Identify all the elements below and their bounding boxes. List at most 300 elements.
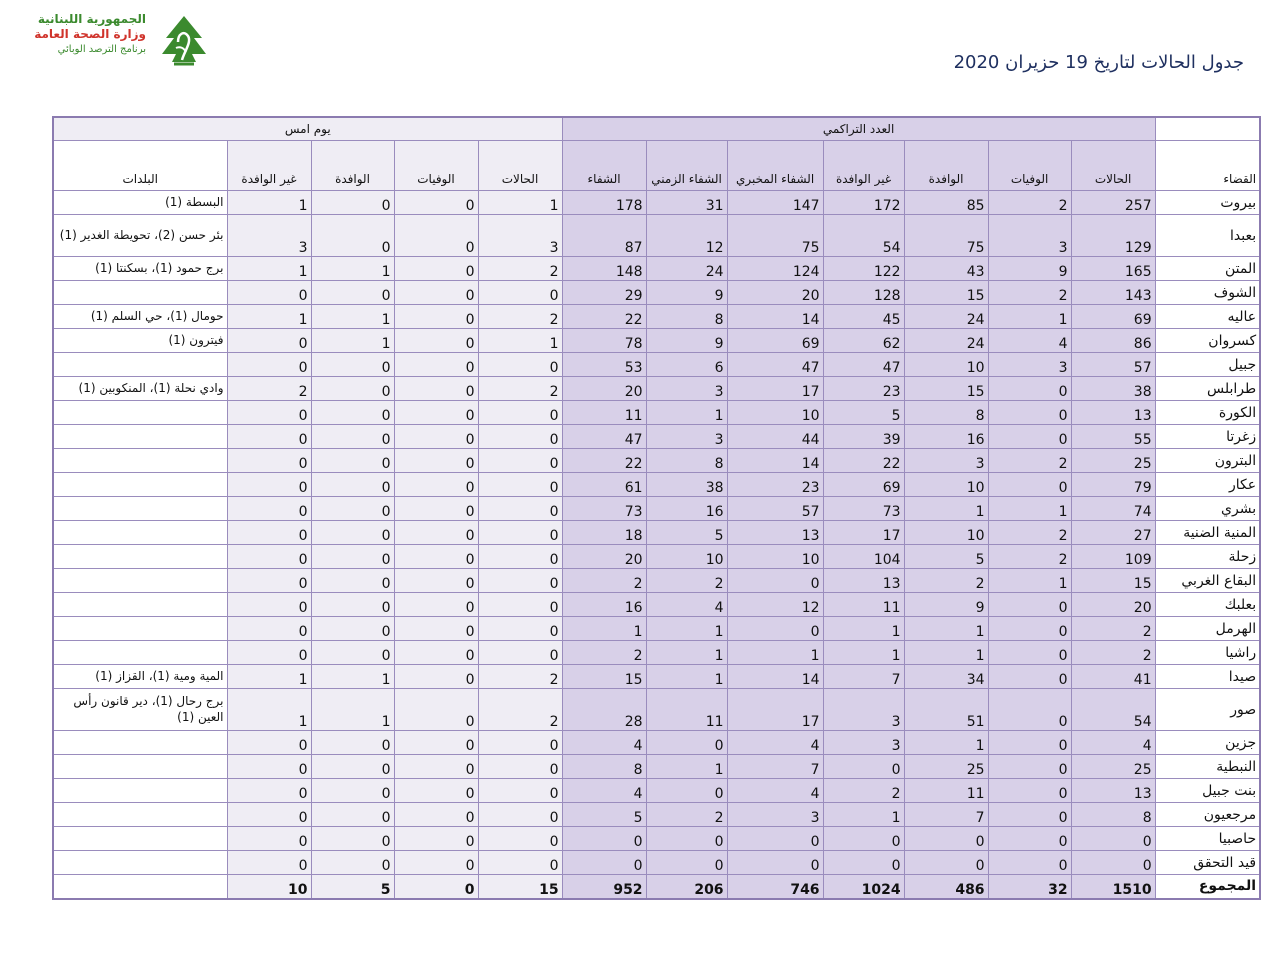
cell-district: كسروان <box>1155 329 1260 353</box>
cell-recovered: 29 <box>562 281 646 305</box>
cell-y-imported: 0 <box>311 569 394 593</box>
cell-local: 62 <box>823 329 904 353</box>
table-row <box>53 257 1260 281</box>
cell-time: 2 <box>646 569 727 593</box>
cell-y-local: 1 <box>227 191 311 215</box>
col-header-yday-cases: الحالات <box>478 141 562 191</box>
cell-y-deaths: 0 <box>394 305 478 329</box>
cell-district: الشوف <box>1155 281 1260 305</box>
table-row <box>53 305 1260 329</box>
cell-recovered: 53 <box>562 353 646 377</box>
cell-local: 17 <box>823 521 904 545</box>
table-row <box>53 689 1260 731</box>
cell-towns <box>53 875 227 899</box>
cell-y-local: 0 <box>227 425 311 449</box>
cell-y-local: 1 <box>227 305 311 329</box>
cell-towns <box>53 473 227 497</box>
cell-y-cases: 1 <box>478 329 562 353</box>
cell-y-imported: 0 <box>311 401 394 425</box>
cell-lab: 147 <box>727 191 823 215</box>
cell-lab: 0 <box>727 827 823 851</box>
cell-time: 8 <box>646 449 727 473</box>
table-row <box>53 377 1260 401</box>
cell-y-deaths: 0 <box>394 755 478 779</box>
cell-y-deaths: 0 <box>394 377 478 401</box>
cell-y-deaths: 0 <box>394 545 478 569</box>
cell-imported: 3 <box>904 449 988 473</box>
cell-y-imported: 0 <box>311 353 394 377</box>
cell-y-imported: 0 <box>311 617 394 641</box>
cell-recovered: 8 <box>562 755 646 779</box>
cell-recovered: 4 <box>562 731 646 755</box>
cell-imported: 0 <box>904 827 988 851</box>
cell-y-deaths: 0 <box>394 521 478 545</box>
cell-cases: 20 <box>1071 593 1155 617</box>
cell-recovered: 5 <box>562 803 646 827</box>
cell-cases: 57 <box>1071 353 1155 377</box>
cell-lab: 17 <box>727 689 823 731</box>
cell-deaths: 0 <box>988 377 1071 401</box>
cell-y-deaths: 0 <box>394 215 478 257</box>
cell-recovered: 952 <box>562 875 646 899</box>
cell-y-imported: 1 <box>311 689 394 731</box>
cell-lab: 1 <box>727 641 823 665</box>
cell-imported: 486 <box>904 875 988 899</box>
group-header-empty <box>1155 117 1260 141</box>
cell-imported: 25 <box>904 755 988 779</box>
cell-towns: المية ومية (1)، القزاز (1) <box>53 665 227 689</box>
table-row <box>53 641 1260 665</box>
cell-local: 3 <box>823 689 904 731</box>
col-header-imported: الوافدة <box>904 141 988 191</box>
cell-lab: 20 <box>727 281 823 305</box>
cell-towns <box>53 755 227 779</box>
cell-y-cases: 0 <box>478 569 562 593</box>
cell-towns <box>53 401 227 425</box>
cell-towns: وادي نحلة (1)، المنكوبين (1) <box>53 377 227 401</box>
cell-towns <box>53 803 227 827</box>
cell-y-cases: 0 <box>478 473 562 497</box>
cell-y-cases: 2 <box>478 377 562 401</box>
cell-deaths: 0 <box>988 755 1071 779</box>
cell-lab: 44 <box>727 425 823 449</box>
cell-cases: 8 <box>1071 803 1155 827</box>
cell-y-imported: 0 <box>311 449 394 473</box>
cell-time: 16 <box>646 497 727 521</box>
cell-time: 0 <box>646 827 727 851</box>
cell-lab: 4 <box>727 779 823 803</box>
group-header-yesterday: يوم امس <box>53 117 562 141</box>
cell-recovered: 2 <box>562 641 646 665</box>
cell-lab: 17 <box>727 377 823 401</box>
cell-cases: 25 <box>1071 449 1155 473</box>
cell-cases: 2 <box>1071 617 1155 641</box>
cell-imported: 24 <box>904 305 988 329</box>
cell-district: زحلة <box>1155 545 1260 569</box>
cell-recovered: 4 <box>562 779 646 803</box>
cell-y-imported: 1 <box>311 665 394 689</box>
cell-deaths: 0 <box>988 641 1071 665</box>
cell-y-local: 0 <box>227 593 311 617</box>
col-header-yday-local: غير الوافدة <box>227 141 311 191</box>
cell-towns <box>53 641 227 665</box>
cell-district: المتن <box>1155 257 1260 281</box>
cell-district: صيدا <box>1155 665 1260 689</box>
cell-local: 47 <box>823 353 904 377</box>
cell-y-local: 0 <box>227 755 311 779</box>
cell-time: 2 <box>646 803 727 827</box>
cell-y-deaths: 0 <box>394 617 478 641</box>
cell-time: 3 <box>646 377 727 401</box>
cell-y-imported: 0 <box>311 803 394 827</box>
table-row <box>53 803 1260 827</box>
cell-deaths: 0 <box>988 401 1071 425</box>
cell-imported: 1 <box>904 617 988 641</box>
cell-y-deaths: 0 <box>394 851 478 875</box>
cases-table <box>52 116 1261 900</box>
col-header-recovered: الشفاء <box>562 141 646 191</box>
table-total-row <box>53 875 1260 899</box>
table-row <box>53 851 1260 875</box>
cell-recovered: 87 <box>562 215 646 257</box>
cell-deaths: 0 <box>988 803 1071 827</box>
cell-towns <box>53 281 227 305</box>
cell-y-imported: 1 <box>311 329 394 353</box>
cell-y-cases: 15 <box>478 875 562 899</box>
cell-time: 3 <box>646 425 727 449</box>
cell-y-cases: 0 <box>478 851 562 875</box>
cell-recovered: 11 <box>562 401 646 425</box>
cell-y-local: 0 <box>227 545 311 569</box>
cell-local: 172 <box>823 191 904 215</box>
cell-y-imported: 0 <box>311 215 394 257</box>
cell-y-local: 0 <box>227 731 311 755</box>
cell-imported: 7 <box>904 803 988 827</box>
cell-y-cases: 2 <box>478 689 562 731</box>
cell-cases: 41 <box>1071 665 1155 689</box>
cell-recovered: 20 <box>562 377 646 401</box>
cell-deaths: 4 <box>988 329 1071 353</box>
cell-district: المنية الضنية <box>1155 521 1260 545</box>
cell-cases: 4 <box>1071 731 1155 755</box>
cell-time: 0 <box>646 851 727 875</box>
cell-recovered: 22 <box>562 305 646 329</box>
cell-cases: 165 <box>1071 257 1155 281</box>
cell-time: 31 <box>646 191 727 215</box>
cell-cases: 0 <box>1071 851 1155 875</box>
table-row <box>53 353 1260 377</box>
cell-time: 11 <box>646 689 727 731</box>
logo-republic-name: الجمهورية اللبنانية <box>37 12 146 26</box>
cell-district: حاصبيا <box>1155 827 1260 851</box>
cell-recovered: 28 <box>562 689 646 731</box>
col-header-deaths: الوفيات <box>988 141 1071 191</box>
cell-y-local: 10 <box>227 875 311 899</box>
cell-y-deaths: 0 <box>394 827 478 851</box>
cell-local: 122 <box>823 257 904 281</box>
cell-y-imported: 0 <box>311 731 394 755</box>
cell-time: 1 <box>646 755 727 779</box>
cell-local: 3 <box>823 731 904 755</box>
cell-imported: 16 <box>904 425 988 449</box>
cell-lab: 13 <box>727 521 823 545</box>
cell-time: 0 <box>646 779 727 803</box>
cell-y-local: 0 <box>227 353 311 377</box>
cell-y-deaths: 0 <box>394 191 478 215</box>
cell-lab: 746 <box>727 875 823 899</box>
cell-lab: 0 <box>727 569 823 593</box>
cell-district: بنت جبيل <box>1155 779 1260 803</box>
cell-local: 39 <box>823 425 904 449</box>
cell-y-deaths: 0 <box>394 875 478 899</box>
cell-lab: 14 <box>727 449 823 473</box>
cell-deaths: 2 <box>988 449 1071 473</box>
cell-y-deaths: 0 <box>394 473 478 497</box>
cell-lab: 3 <box>727 803 823 827</box>
cell-time: 10 <box>646 545 727 569</box>
cell-y-local: 0 <box>227 779 311 803</box>
table-row <box>53 281 1260 305</box>
cell-towns: برج حمود (1)، بسكنتا (1) <box>53 257 227 281</box>
logo-text <box>18 12 146 57</box>
cell-deaths: 2 <box>988 545 1071 569</box>
cell-cases: 13 <box>1071 401 1155 425</box>
cell-time: 1 <box>646 401 727 425</box>
cell-district: المجموع <box>1155 875 1260 899</box>
cell-local: 7 <box>823 665 904 689</box>
cell-local: 0 <box>823 827 904 851</box>
cell-y-cases: 0 <box>478 401 562 425</box>
table-row <box>53 473 1260 497</box>
cell-towns <box>53 851 227 875</box>
cell-recovered: 2 <box>562 569 646 593</box>
cell-towns <box>53 545 227 569</box>
cell-y-cases: 0 <box>478 827 562 851</box>
cell-imported: 10 <box>904 473 988 497</box>
cell-imported: 1 <box>904 641 988 665</box>
logo-ministry-name: وزارة الصحة العامة <box>34 27 146 41</box>
cell-y-cases: 0 <box>478 353 562 377</box>
cell-imported: 8 <box>904 401 988 425</box>
cell-y-deaths: 0 <box>394 449 478 473</box>
table-row <box>53 401 1260 425</box>
cell-recovered: 0 <box>562 851 646 875</box>
cell-cases: 143 <box>1071 281 1155 305</box>
cell-local: 1024 <box>823 875 904 899</box>
col-header-cases: الحالات <box>1071 141 1155 191</box>
cell-time: 0 <box>646 731 727 755</box>
cell-y-cases: 0 <box>478 731 562 755</box>
cell-time: 12 <box>646 215 727 257</box>
cell-y-imported: 0 <box>311 521 394 545</box>
cell-towns: البسطة (1) <box>53 191 227 215</box>
cell-district: الكورة <box>1155 401 1260 425</box>
cell-y-imported: 0 <box>311 641 394 665</box>
col-header-time-recovered: الشفاء الزمني <box>646 141 727 191</box>
cell-local: 23 <box>823 377 904 401</box>
cell-deaths: 0 <box>988 779 1071 803</box>
cell-time: 4 <box>646 593 727 617</box>
cell-towns <box>53 593 227 617</box>
cell-imported: 85 <box>904 191 988 215</box>
cell-towns <box>53 449 227 473</box>
cell-lab: 10 <box>727 401 823 425</box>
cell-y-deaths: 0 <box>394 641 478 665</box>
cell-deaths: 3 <box>988 215 1071 257</box>
cell-towns <box>53 353 227 377</box>
table-row <box>53 497 1260 521</box>
table-row <box>53 449 1260 473</box>
cell-district: بيروت <box>1155 191 1260 215</box>
cell-towns <box>53 521 227 545</box>
cell-y-local: 3 <box>227 215 311 257</box>
cell-deaths: 3 <box>988 353 1071 377</box>
cell-y-local: 0 <box>227 401 311 425</box>
cell-towns <box>53 779 227 803</box>
cell-lab: 69 <box>727 329 823 353</box>
cell-imported: 15 <box>904 281 988 305</box>
cell-local: 0 <box>823 851 904 875</box>
cell-deaths: 0 <box>988 593 1071 617</box>
cell-y-deaths: 0 <box>394 803 478 827</box>
cell-time: 38 <box>646 473 727 497</box>
cell-recovered: 16 <box>562 593 646 617</box>
table-row <box>53 779 1260 803</box>
logo-program-name: برنامج الترصد الوبائي <box>57 44 146 55</box>
cell-y-cases: 0 <box>478 425 562 449</box>
cell-deaths: 2 <box>988 521 1071 545</box>
cell-district: الهرمل <box>1155 617 1260 641</box>
cell-local: 45 <box>823 305 904 329</box>
cell-cases: 27 <box>1071 521 1155 545</box>
cell-towns: فيترون (1) <box>53 329 227 353</box>
table-row <box>53 731 1260 755</box>
cell-deaths: 32 <box>988 875 1071 899</box>
cell-recovered: 15 <box>562 665 646 689</box>
cell-lab: 14 <box>727 305 823 329</box>
cell-deaths: 2 <box>988 191 1071 215</box>
table-row <box>53 191 1260 215</box>
cell-district: طرابلس <box>1155 377 1260 401</box>
cell-y-local: 0 <box>227 497 311 521</box>
cell-deaths: 0 <box>988 665 1071 689</box>
cell-district: بعلبك <box>1155 593 1260 617</box>
col-header-lab-recovered: الشفاء المخبري <box>727 141 823 191</box>
cell-local: 1 <box>823 803 904 827</box>
cell-lab: 75 <box>727 215 823 257</box>
cell-y-local: 0 <box>227 569 311 593</box>
cell-deaths: 0 <box>988 425 1071 449</box>
cell-cases: 129 <box>1071 215 1155 257</box>
cell-lab: 0 <box>727 617 823 641</box>
cell-cases: 79 <box>1071 473 1155 497</box>
cell-y-imported: 0 <box>311 779 394 803</box>
cell-local: 13 <box>823 569 904 593</box>
cell-y-imported: 5 <box>311 875 394 899</box>
cell-deaths: 0 <box>988 473 1071 497</box>
cell-y-cases: 0 <box>478 593 562 617</box>
cell-recovered: 20 <box>562 545 646 569</box>
cell-y-local: 0 <box>227 617 311 641</box>
cell-district: راشيا <box>1155 641 1260 665</box>
cell-towns <box>53 569 227 593</box>
cell-cases: 13 <box>1071 779 1155 803</box>
cell-imported: 0 <box>904 851 988 875</box>
cell-y-deaths: 0 <box>394 689 478 731</box>
cell-local: 22 <box>823 449 904 473</box>
cell-cases: 54 <box>1071 689 1155 731</box>
table-row <box>53 827 1260 851</box>
cell-district: عكار <box>1155 473 1260 497</box>
cell-y-local: 1 <box>227 665 311 689</box>
cell-y-deaths: 0 <box>394 665 478 689</box>
cell-y-deaths: 0 <box>394 257 478 281</box>
cell-y-cases: 0 <box>478 641 562 665</box>
cell-imported: 1 <box>904 497 988 521</box>
cell-y-imported: 0 <box>311 191 394 215</box>
cell-imported: 75 <box>904 215 988 257</box>
cell-imported: 15 <box>904 377 988 401</box>
cell-cases: 55 <box>1071 425 1155 449</box>
table-row <box>53 545 1260 569</box>
table-row <box>53 665 1260 689</box>
cell-imported: 2 <box>904 569 988 593</box>
cell-y-local: 0 <box>227 803 311 827</box>
cell-y-deaths: 0 <box>394 281 478 305</box>
cell-district: صور <box>1155 689 1260 731</box>
cell-y-imported: 0 <box>311 545 394 569</box>
col-header-district: القضاء <box>1155 141 1260 191</box>
cell-cases: 2 <box>1071 641 1155 665</box>
cell-recovered: 148 <box>562 257 646 281</box>
cell-time: 8 <box>646 305 727 329</box>
cell-time: 1 <box>646 641 727 665</box>
group-header-cumulative: العدد التراكمي <box>562 117 1155 141</box>
cell-imported: 9 <box>904 593 988 617</box>
cell-district: عاليه <box>1155 305 1260 329</box>
cell-lab: 10 <box>727 545 823 569</box>
cell-towns <box>53 731 227 755</box>
cell-lab: 14 <box>727 665 823 689</box>
table-row <box>53 617 1260 641</box>
cell-towns: برج رحال (1)، دير قانون رأس العين (1) <box>53 689 227 731</box>
cell-y-imported: 0 <box>311 281 394 305</box>
table-row <box>53 521 1260 545</box>
cell-y-local: 0 <box>227 641 311 665</box>
cell-local: 69 <box>823 473 904 497</box>
cell-imported: 5 <box>904 545 988 569</box>
cell-time: 1 <box>646 617 727 641</box>
cell-cases: 86 <box>1071 329 1155 353</box>
cell-towns <box>53 425 227 449</box>
cell-cases: 257 <box>1071 191 1155 215</box>
table-row <box>53 215 1260 257</box>
cell-y-cases: 0 <box>478 803 562 827</box>
cell-y-deaths: 0 <box>394 401 478 425</box>
cell-recovered: 47 <box>562 425 646 449</box>
cell-deaths: 0 <box>988 689 1071 731</box>
cell-towns <box>53 827 227 851</box>
cell-lab: 124 <box>727 257 823 281</box>
cell-local: 128 <box>823 281 904 305</box>
cell-y-local: 0 <box>227 329 311 353</box>
cell-y-deaths: 0 <box>394 497 478 521</box>
cell-deaths: 0 <box>988 851 1071 875</box>
cell-deaths: 1 <box>988 497 1071 521</box>
cedar-tree-logo-icon <box>154 12 214 72</box>
cell-district: مرجعيون <box>1155 803 1260 827</box>
cell-y-imported: 0 <box>311 497 394 521</box>
